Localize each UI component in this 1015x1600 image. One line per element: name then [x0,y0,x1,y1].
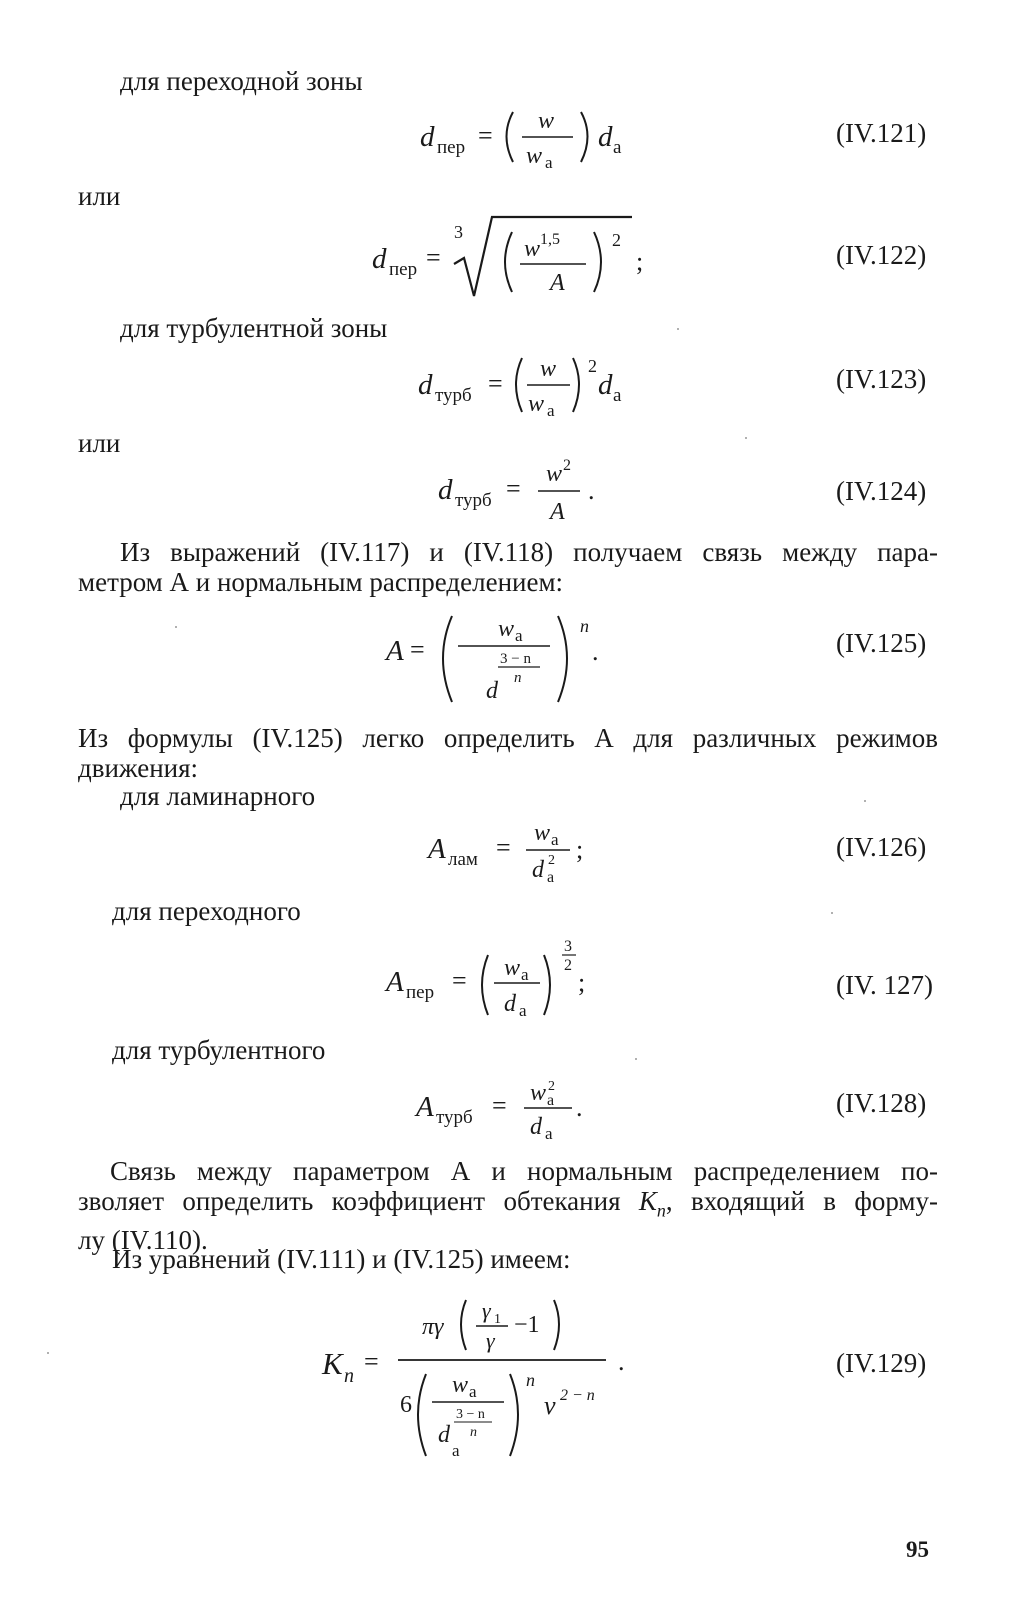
svg-text:w: w [504,955,521,981]
scan-speck [745,437,747,439]
svg-text:.: . [588,476,595,505]
svg-text:3 − n: 3 − n [500,651,531,667]
svg-text:=: = [426,243,441,272]
svg-text:.: . [576,1093,583,1122]
svg-text:d: d [504,991,516,1017]
svg-text:а: а [547,1092,555,1109]
paragraph-4: Из уравнений (IV.111) и (IV.125) имеем: [112,1244,571,1274]
equation-number-iv129: (IV.129) [836,1348,927,1378]
svg-text:d: d [418,369,433,401]
svg-text:1,5: 1,5 [540,231,560,248]
text-or-2: или [78,428,121,458]
svg-text:w: w [528,391,545,417]
svg-text:d: d [420,121,435,153]
scan-speck [831,912,833,914]
paragraph-2: Из формулы (IV.125) легко определить А для различных режимов движения: [78,723,938,783]
svg-text:w: w [498,616,515,642]
svg-text:n: n [526,1370,535,1390]
svg-text:=: = [364,1347,379,1376]
svg-text:γ: γ [482,1298,491,1323]
svg-text:w: w [530,1080,547,1106]
svg-text:3: 3 [564,938,572,955]
svg-text:πγ: πγ [422,1314,444,1340]
equation-number-iv123: (IV.123) [836,364,927,394]
svg-text:пер: пер [389,259,418,280]
equation-iv123 [410,348,640,420]
svg-text:=: = [492,1091,507,1120]
text-turbulent-zone: для турбулентной зоны [120,313,388,343]
svg-text:w: w [452,1372,469,1398]
svg-text:2: 2 [612,230,621,250]
scan-speck [677,328,679,330]
page-number: 95 [906,1537,929,1562]
paragraph-3: Связь между параметром А и нормальным распределением по- зволяет определить коэффициент обтекания $K_n$, входящий в форму- лу (IV.110). [78,1156,938,1256]
text-transition-zone: для переходной зоны [120,66,363,96]
svg-text:n: n [580,616,589,636]
svg-text:а: а [545,153,553,172]
equation-iv129 [318,1290,648,1470]
svg-text:d: d [598,121,613,153]
svg-text:2: 2 [548,853,555,868]
svg-text:d: d [372,243,387,275]
svg-text:а: а [613,137,622,158]
svg-text:=: = [452,966,467,995]
svg-text:n: n [344,1365,354,1387]
svg-text:;: ; [636,247,644,276]
svg-text:;: ; [576,835,584,864]
scan-speck [864,800,866,802]
scan-speck [635,1058,637,1060]
svg-text:=: = [478,121,493,150]
svg-text:w: w [540,356,557,382]
svg-text:d: d [530,1114,542,1140]
svg-text:K: K [322,1346,343,1381]
svg-text:а: а [545,1124,553,1143]
text-turbulent: для турбулентного [112,1035,326,1065]
svg-text:A: A [428,833,446,865]
svg-text:w: w [526,143,543,169]
text-laminar: для ламинарного [120,781,316,811]
svg-text:2: 2 [548,1079,555,1094]
svg-text:2: 2 [588,356,597,376]
svg-text:а: а [613,385,622,406]
svg-text:w: w [546,461,563,487]
svg-text:пер: пер [406,982,435,1003]
svg-text:n: n [470,1425,477,1440]
inline-kn: $K_n$ [638,1186,666,1221]
equation-iv126 [420,812,620,890]
svg-text:турб: турб [455,490,492,511]
scan-speck [47,1352,49,1354]
svg-text:а: а [469,1382,477,1401]
text-or-1: или [78,181,121,211]
equation-iv124 [430,455,630,527]
equation-iv121 [410,100,640,172]
paragraph-1: Из выражений (IV.117) и (IV.118) получаем связь между пара- метром А и нормальным распределением: [78,537,938,597]
text-transitional: для переходного [112,896,301,926]
svg-text:а: а [551,830,559,849]
svg-text:d: d [438,1422,450,1448]
svg-text:=: = [496,833,511,862]
svg-text:1: 1 [494,1312,501,1327]
svg-text:=: = [488,369,503,398]
svg-text:2: 2 [563,457,571,474]
svg-text:а: а [515,626,523,645]
equation-number-iv121: (IV.121) [836,118,927,148]
svg-text:=: = [506,474,521,503]
equation-number-iv122: (IV.122) [836,240,927,270]
svg-text:3 − n: 3 − n [456,1407,485,1422]
svg-text:2: 2 [564,957,572,974]
scan-speck [175,626,177,628]
equation-number-iv127: (IV. 127) [836,970,933,1000]
equation-number-iv126: (IV.126) [836,832,927,862]
svg-text:3: 3 [454,222,463,242]
svg-text:w: w [524,236,541,262]
paragraph-3-line-2: зволяет определить коэффициент обтекания $K_n$, входящий в форму- [78,1186,938,1221]
equation-number-iv124: (IV.124) [836,476,927,506]
svg-text:A: A [550,270,565,296]
svg-text:ν: ν [544,1391,556,1420]
svg-text:d: d [532,857,544,883]
svg-text:d: d [438,474,453,506]
svg-text:γ: γ [486,1328,495,1353]
svg-text:.: . [592,637,599,666]
svg-text:.: . [618,1347,625,1376]
svg-text:n: n [514,670,522,686]
svg-text:2 − n: 2 − n [560,1387,595,1404]
svg-text:турб: турб [436,1107,473,1128]
equation-number-iv125: (IV.125) [836,628,927,658]
equation-iv122 [360,210,650,302]
svg-text:A: A [386,635,404,667]
svg-text:d: d [598,369,613,401]
equation-iv125 [380,608,620,710]
svg-text:а: а [519,1001,527,1020]
svg-text:w: w [534,820,551,846]
svg-text:d: d [486,678,498,704]
svg-text:6: 6 [400,1392,412,1418]
svg-text:=: = [410,635,425,664]
svg-text:−1: −1 [514,1312,540,1338]
svg-text:w: w [538,108,555,134]
svg-text:A: A [386,966,404,998]
equation-number-iv128: (IV.128) [836,1088,927,1118]
equation-iv128 [410,1070,610,1142]
svg-text:а: а [521,965,529,984]
svg-text:лам: лам [448,849,478,870]
svg-text:а: а [547,401,555,420]
svg-text:;: ; [578,968,586,997]
svg-text:A: A [416,1091,434,1123]
svg-text:турб: турб [435,385,472,406]
svg-text:а: а [452,1441,460,1460]
svg-text:A: A [550,499,565,525]
equation-iv127 [380,933,600,1031]
svg-text:а: а [547,869,555,886]
svg-text:пер: пер [437,137,466,158]
